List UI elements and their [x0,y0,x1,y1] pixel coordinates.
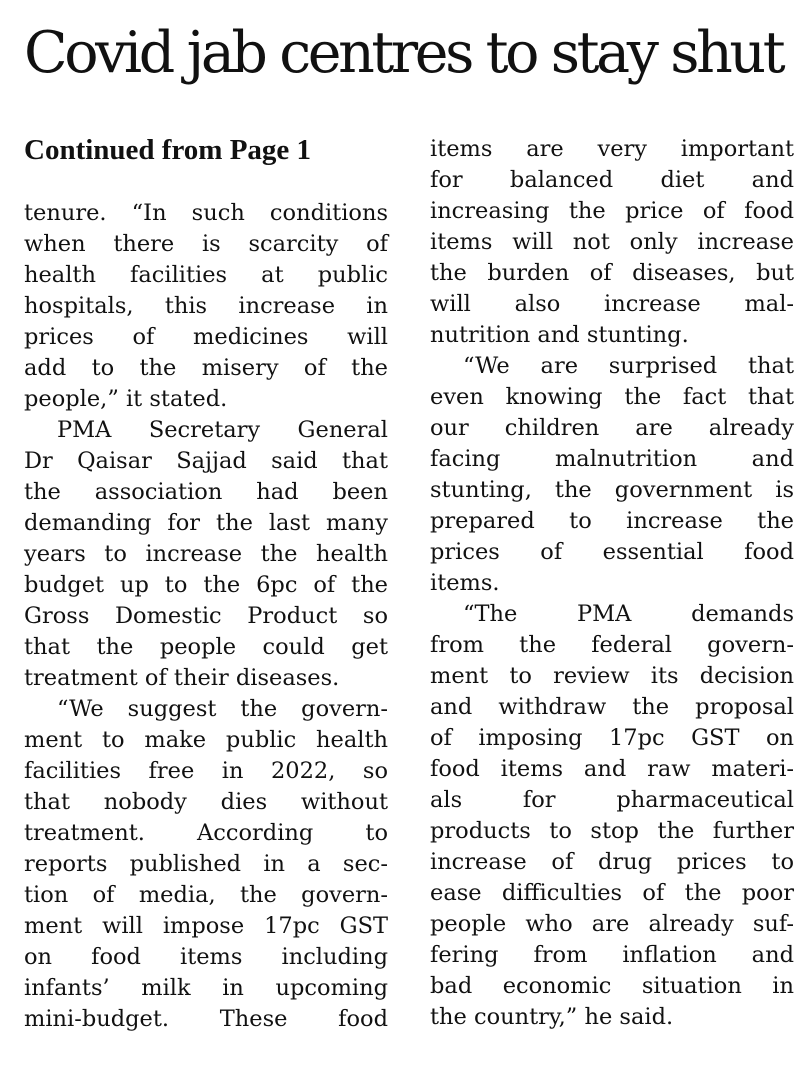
text-line: our children are already [430,415,794,441]
article-column-left [24,132,388,1035]
text-line: people who are already suf- [430,911,794,937]
text-line: items. [430,570,500,596]
text-line: items will not only increase [430,229,794,255]
text-line: Gross Domestic Product so [24,603,388,629]
text-line: “The PMA demands [463,601,794,627]
text-line: of imposing 17pc GST on [430,725,794,751]
text-line: facilities free in 2022, so [24,758,388,784]
text-line: even knowing the fact that [430,384,794,410]
text-line: ment to review its decision [430,663,794,689]
text-line: demanding for the last many [24,510,388,536]
text-line: prices of medicines will [24,324,388,350]
left-column-text [24,198,388,1035]
text-line: products to stop the further [430,818,794,844]
text-line: increase of drug prices to [430,849,794,875]
text-line: add to the misery of the [24,355,388,381]
text-line: treatment. According to [24,820,388,846]
text-line: for balanced diet and [430,167,794,193]
text-line: and withdraw the proposal [430,694,794,720]
text-line: nutrition and stunting. [430,322,689,348]
text-line: on food items including [24,944,388,970]
text-line: PMA Secretary General [57,417,388,443]
text-line: prices of essential food [430,539,794,565]
text-line: will also increase mal- [430,291,794,317]
headline: Covid jab centres to stay shut [24,20,783,86]
text-line: that nobody dies without [24,789,388,815]
text-line: Dr Qaisar Sajjad said that [24,448,388,474]
text-line: tenure. “In such conditions [24,200,388,226]
text-line: ment to make public health [24,727,388,753]
text-line: “We are surprised that [463,353,794,379]
text-line: fering from inflation and [430,942,794,968]
text-line: the burden of diseases, but [430,260,794,286]
text-line: from the federal govern- [430,632,794,658]
text-line: years to increase the health [24,541,388,567]
text-line: items are very important [430,136,794,162]
text-line: budget up to the 6pc of the [24,572,388,598]
text-line: facing malnutrition and [430,446,794,472]
text-line: stunting, the government is [430,477,794,503]
text-line: food items and raw materi- [430,756,794,782]
text-line: infants’ milk in upcoming [24,975,388,1001]
text-line: treatment of their diseases. [24,665,340,691]
text-line: health facilities at public [24,262,388,288]
text-line: the country,” he said. [430,1004,674,1030]
text-line: tion of media, the govern- [24,882,388,908]
continuation-kicker: Continued from Page 1 [24,134,312,166]
article-column-right [430,134,794,1033]
text-line: mini-budget. These food [24,1006,388,1032]
text-line: ease difficulties of the poor [430,880,794,906]
right-column-text [430,134,794,1033]
text-line: people,” it stated. [24,386,228,412]
text-line: hospitals, this increase in [24,293,388,319]
text-line: bad economic situation in [430,973,794,999]
text-line: the association had been [24,479,388,505]
text-line: reports published in a sec- [24,851,388,877]
text-line: “We suggest the govern- [57,696,388,722]
text-line: prepared to increase the [430,508,794,534]
text-line: that the people could get [24,634,388,660]
text-line: increasing the price of food [430,198,794,224]
text-line: when there is scarcity of [24,231,388,257]
text-line: als for pharmaceutical [430,787,794,813]
text-line: ment will impose 17pc GST [24,913,388,939]
